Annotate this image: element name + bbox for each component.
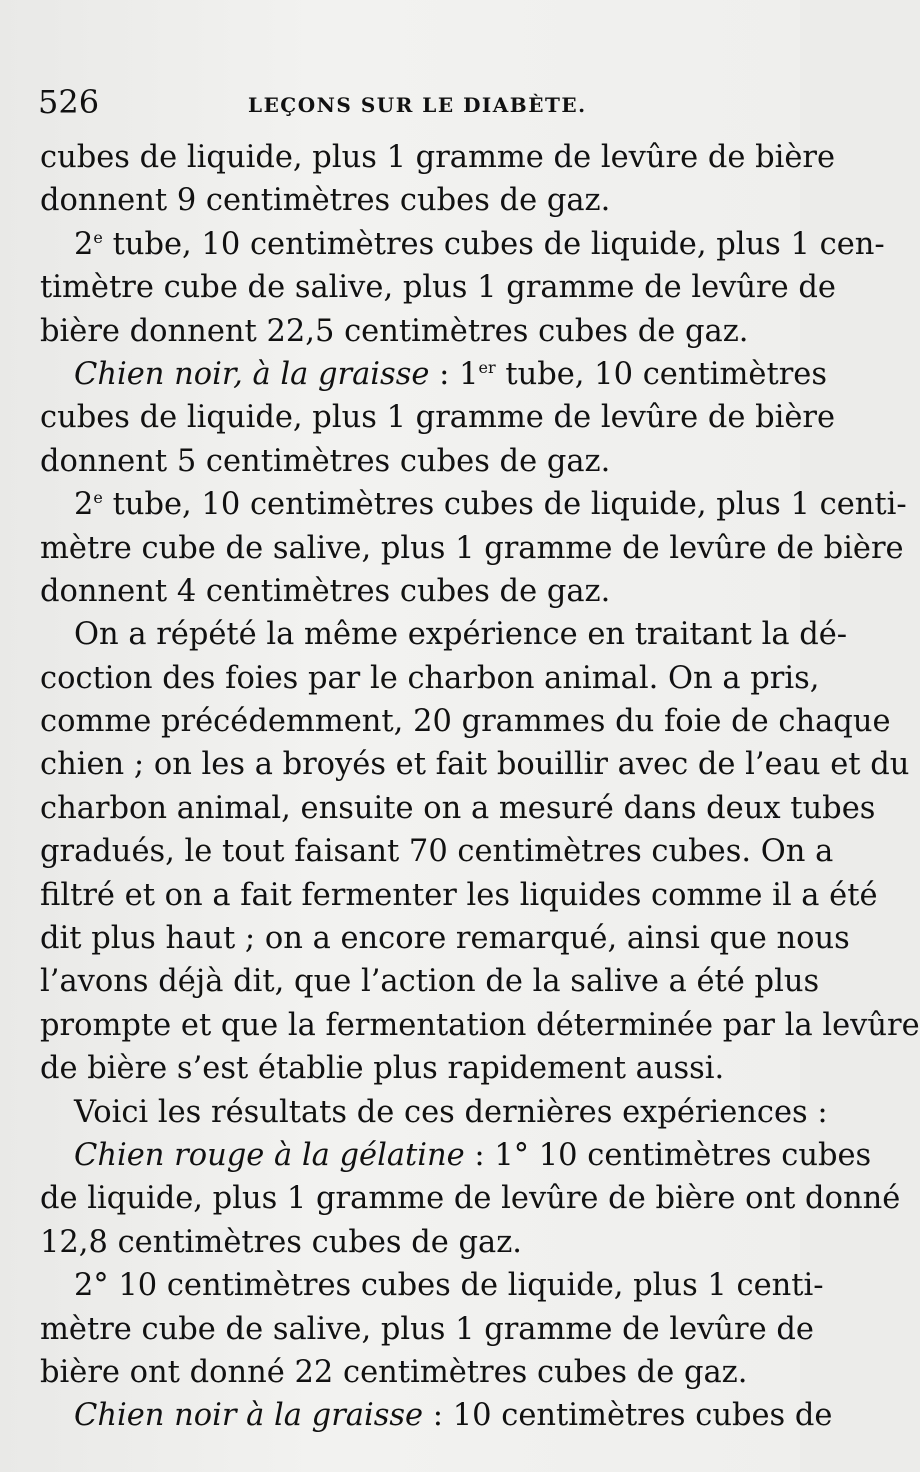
text-line: Chien rouge à la gélatine : 1° 10 centimètres cubes: [74, 1137, 872, 1173]
text-line: donnent 5 centimètres cubes de gaz.: [40, 443, 611, 479]
superscript: er: [478, 357, 496, 377]
italic-heading: Chien noir à la graisse: [74, 1398, 424, 1434]
text-line: donnent 4 centimètres cubes de gaz.: [40, 573, 611, 609]
text-line: Chien noir à la graisse : 10 centimètres cubes de: [74, 1398, 833, 1434]
italic-heading: Chien noir, à la graisse: [74, 356, 430, 392]
body-text: [40, 136, 920, 1438]
text-line: donnent 9 centimètres cubes de gaz.: [40, 183, 611, 219]
text-line: coction des foies par le charbon animal. On a pris,: [40, 660, 820, 696]
text-line: de liquide, plus 1 gramme de levûre de bière ont donné: [40, 1181, 901, 1217]
text-line: bière ont donné 22 centimètres cubes de gaz.: [40, 1354, 748, 1390]
text-line: charbon animal, ensuite on a mesuré dans deux tubes: [40, 790, 876, 826]
text-line: comme précédemment, 20 grammes du foie de chaque: [40, 704, 891, 740]
text-line: timètre cube de salive, plus 1 gramme de levûre de: [40, 270, 836, 306]
text-line: On a répété la même expérience en traitant la dé-: [74, 617, 848, 653]
text-line: 2e tube, 10 centimètres cubes de liquide, plus 1 centi-: [74, 487, 907, 523]
text-line: mètre cube de salive, plus 1 gramme de levûre de: [40, 1311, 814, 1347]
text-line: 2e tube, 10 centimètres cubes de liquide, plus 1 cen-: [74, 226, 885, 262]
text-line: mètre cube de salive, plus 1 gramme de levûre de bière: [40, 530, 904, 566]
text-line: Chien noir, à la graisse : 1er tube, 10 centimètres: [74, 356, 827, 392]
text-line: gradués, le tout faisant 70 centimètres cubes. On a: [40, 834, 834, 870]
text-line: Voici les résultats de ces dernières expériences :: [74, 1094, 828, 1130]
text-line: cubes de liquide, plus 1 gramme de levûre de bière: [40, 140, 836, 175]
italic-heading: Chien rouge à la gélatine: [74, 1137, 465, 1173]
text-line: bière donnent 22,5 centimètres cubes de gaz.: [40, 313, 749, 349]
text-line: de bière s’est établie plus rapidement aussi.: [40, 1051, 725, 1087]
text-line: 12,8 centimètres cubes de gaz.: [40, 1224, 522, 1260]
text-line: dit plus haut ; on a encore remarqué, ainsi que nous: [40, 921, 850, 957]
text-line: cubes de liquide, plus 1 gramme de levûre de bière: [40, 400, 836, 436]
text-line: prompte et que la fermentation déterminée par la levûre: [40, 1007, 920, 1043]
superscript: e: [93, 227, 103, 247]
text-line: 2° 10 centimètres cubes de liquide, plus 1 centi-: [74, 1268, 824, 1304]
text-line: l’avons déjà dit, que l’action de la salive a été plus: [40, 964, 820, 1000]
text-line: chien ; on les a broyés et fait bouillir avec de l’eau et du: [40, 747, 910, 783]
page-header: [38, 82, 758, 122]
page-number: 526: [38, 83, 100, 121]
superscript: e: [93, 487, 103, 507]
running-title: LEÇONS SUR LE DIABÈTE.: [248, 93, 587, 117]
text-line: filtré et on a fait fermenter les liquides comme il a été: [40, 877, 878, 913]
